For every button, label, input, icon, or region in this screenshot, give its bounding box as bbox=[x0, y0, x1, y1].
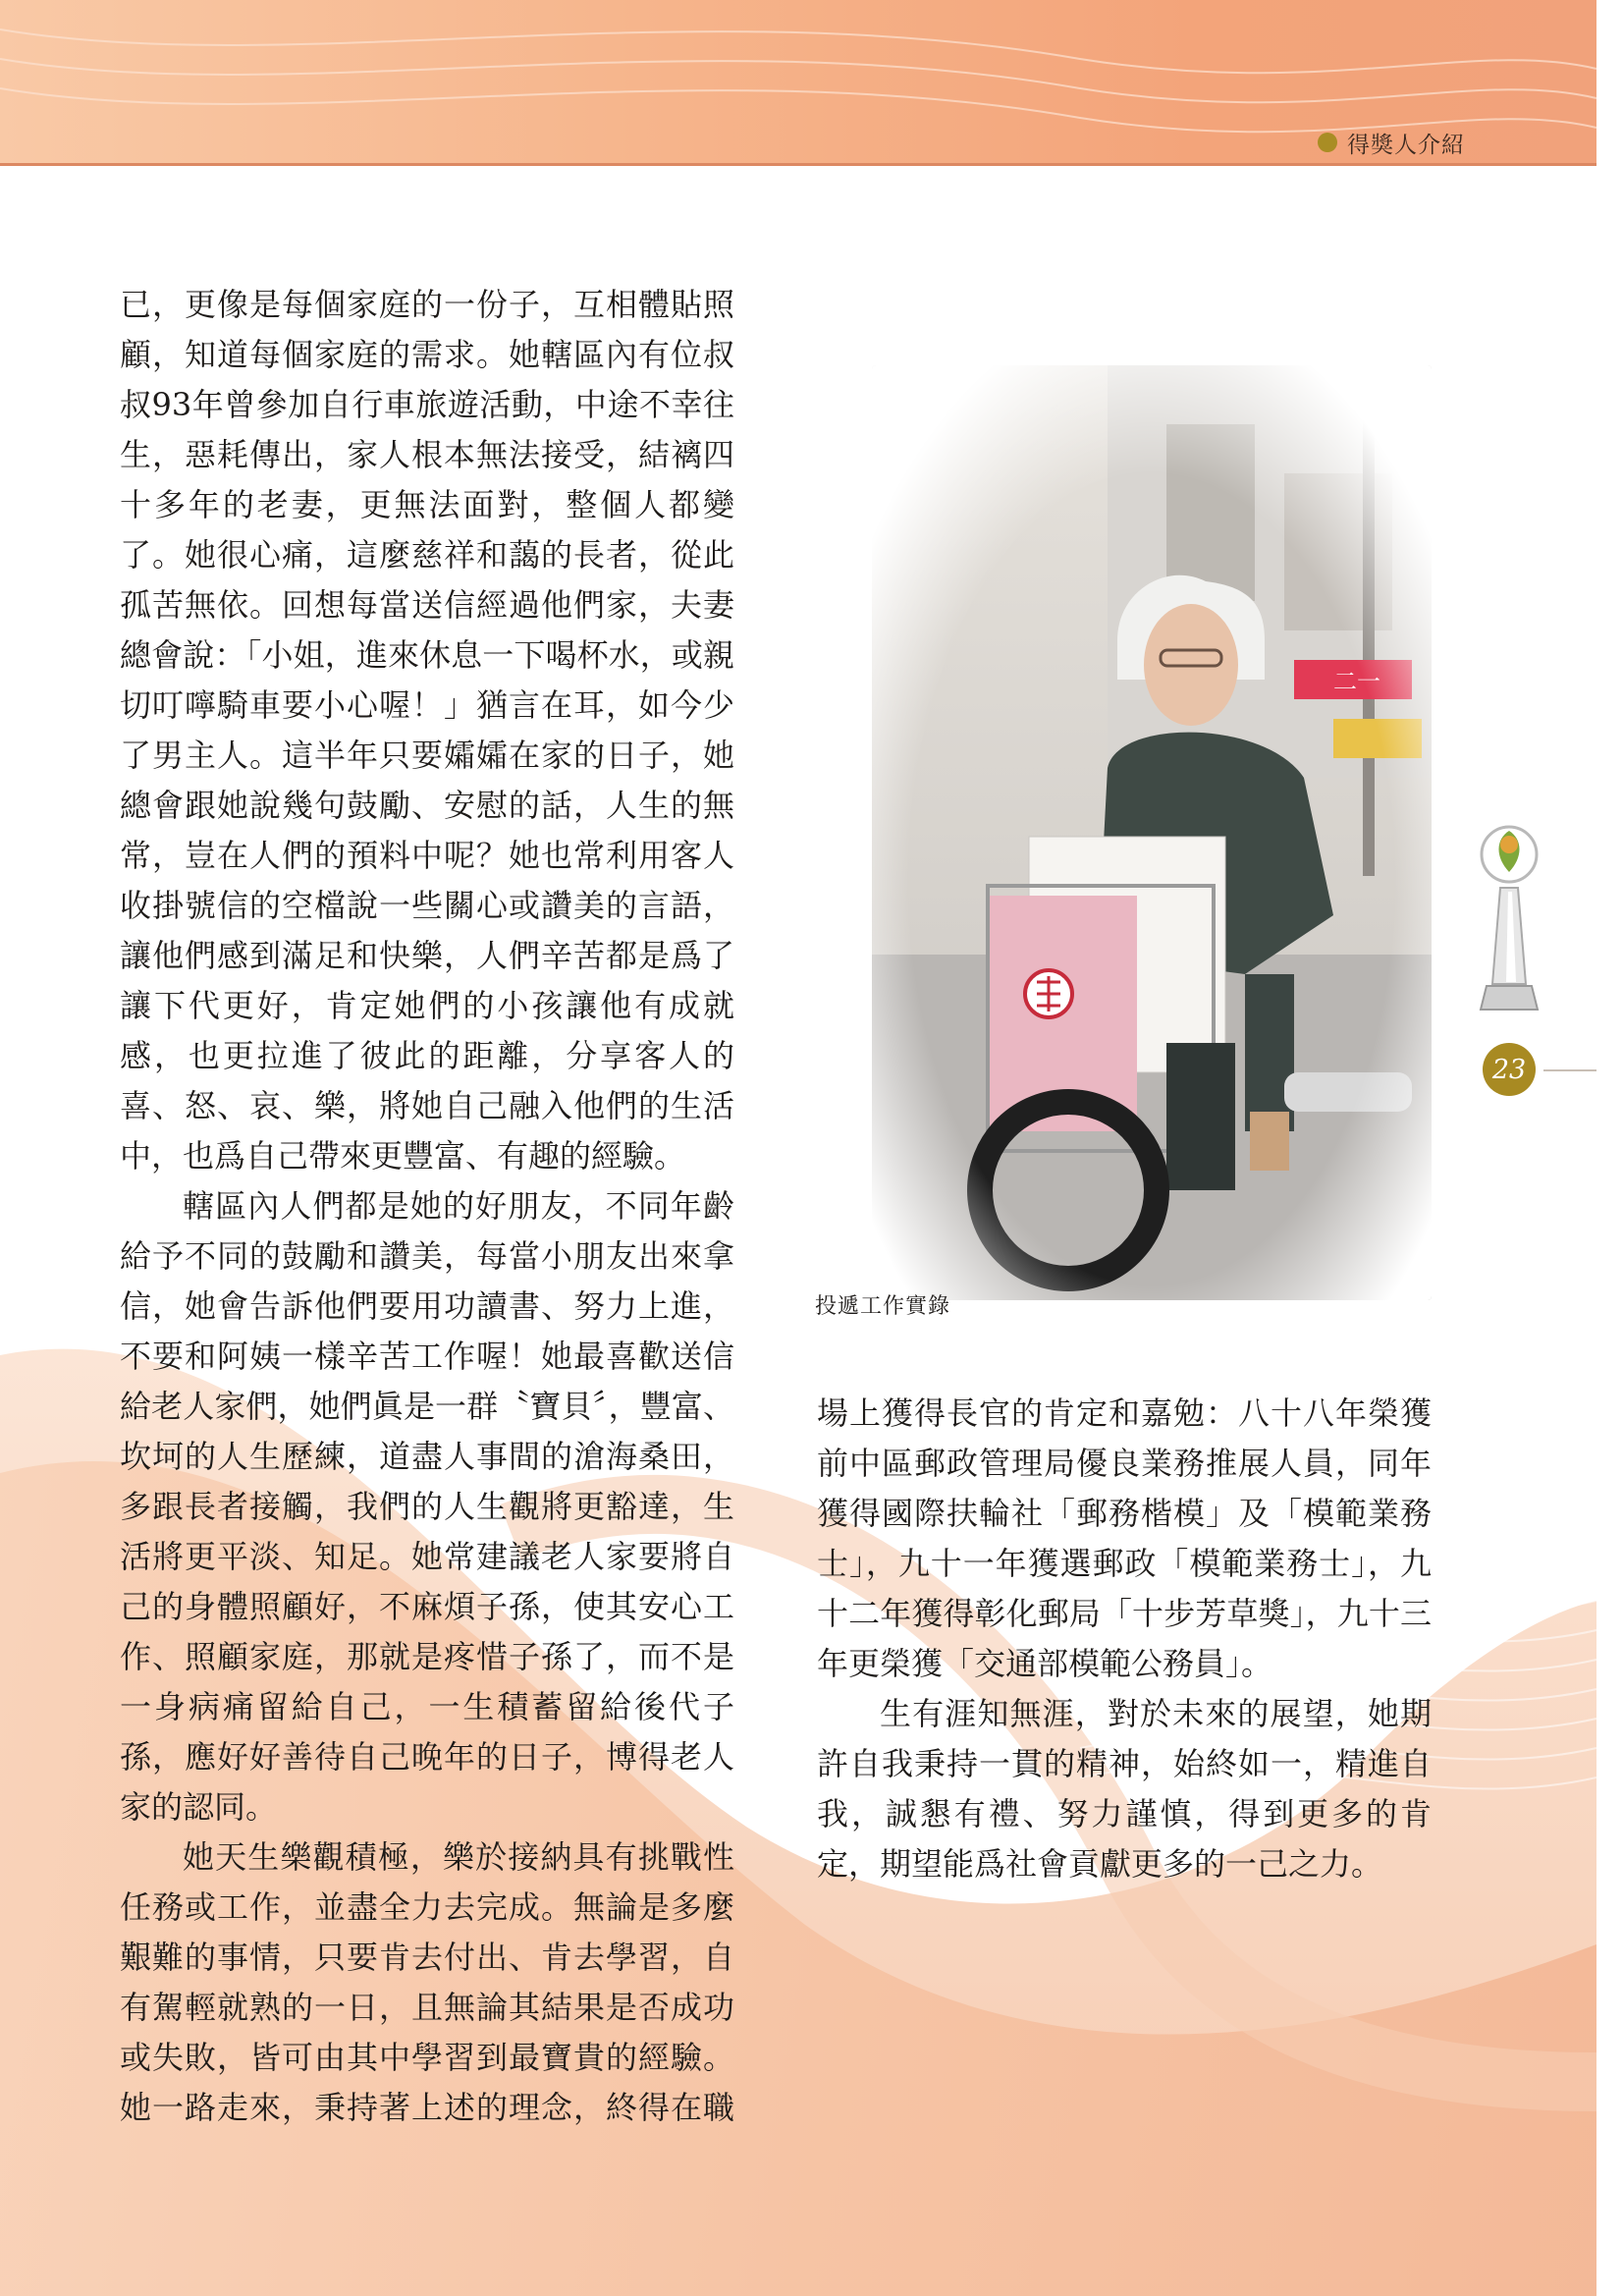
section-label-text: 得獎人介紹 bbox=[1347, 132, 1465, 158]
page-number: 23 bbox=[1483, 1043, 1536, 1096]
section-label bbox=[1318, 126, 1465, 159]
header-rule bbox=[0, 163, 1596, 166]
page-number-rule bbox=[1543, 1069, 1596, 1071]
paragraph: 場上獲得長官的肯定和嘉勉：八十八年榮獲前中區郵政管理局優良業務推展人員，同年獲得國際扶輪社「郵務楷模」及「模範業務士」，九十一年獲選郵政「模範業務士」，九十二年獲得彰化郵局「十步芳草獎」，九十三年更榮獲「交通部模範公務員」。 bbox=[817, 1394, 1432, 1682]
paragraph: 生有涯知無涯，對於未來的展望，她期許自我秉持一貫的精神，始終如一，精進自我，誠懇有禮、努力謹慎，得到更多的肯定，期望能爲社會貢獻更多的一己之力。 bbox=[817, 1695, 1432, 1883]
photo-caption: 投遞工作實錄 bbox=[815, 1294, 951, 1319]
paragraph: 已，更像是每個家庭的一份子，互相體貼照顧，知道每個家庭的需求。她轄區內有位叔叔93年曾參加自行車旅遊活動，中途不幸往生，惡耗傳出，家人根本無法接受，結褵四十多年的老妻，更無法面對，整個人都變了。她很心痛，這麼慈祥和藹的長者，從此孤苦無依。回想每當送信經過他們家，夫妻總會說：「小姐，進來休息一下喝杯水，或親切叮嚀騎車要小心喔！」猶言在耳，如今少了男主人。這半年只要孀孀在家的日子，她總會跟她說幾句鼓勵、安慰的話，人生的無常，豈在人們的預料中呢？她也常利用客人收掛號信的空檔說一些關心或讚美的言語，讓他們感到滿足和快樂，人們辛苦都是爲了讓下代更好，肯定她們的小孩讓他有成就感，也更拉進了彼此的距離，分享客人的喜、怒、哀、樂，將她自己融入他們的生活中，也爲自己帶來更豐富、有趣的經驗。 bbox=[120, 286, 734, 1175]
paragraph: 她天生樂觀積極，樂於接納具有挑戰性任務或工作，並盡全力去完成。無論是多麼艱難的事情，只要肯去付出、肯去學習，自有駕輕就熟的一日，且無論其結果是否成功或失敗，皆可由其中學習到最寶貴的經驗。她一路走來，秉持著上述的理念，終得在職 bbox=[120, 1838, 734, 2126]
left-text-column bbox=[120, 280, 734, 2133]
bullet-dot-icon bbox=[1318, 133, 1337, 152]
paragraph: 轄區內人們都是她的好朋友，不同年齡給予不同的鼓勵和讚美，每當小朋友出來拿信，她會告訴他們要用功讀書、努力上進，不要和阿姨一樣辛苦工作喔！她最喜歡送信給老人家們，她們眞是一群〝寶貝〞，豐富、坎坷的人生歷練，道盡人事間的滄海桑田，多跟長者接觸，我們的人生觀將更豁達，生活將更平淡、知足。她常建議老人家要將自己的身體照顧好，不麻煩子孫，使其安心工作、照顧家庭，那就是疼惜子孫了，而不是一身病痛留給自己，一生積蓄留給後代子孫，應好好善待自己晚年的日子，博得老人家的認同。 bbox=[120, 1187, 734, 1826]
trophy-icon bbox=[1465, 817, 1553, 1023]
mail-carrier-photo bbox=[872, 365, 1432, 1300]
right-text-column bbox=[817, 1389, 1432, 1889]
